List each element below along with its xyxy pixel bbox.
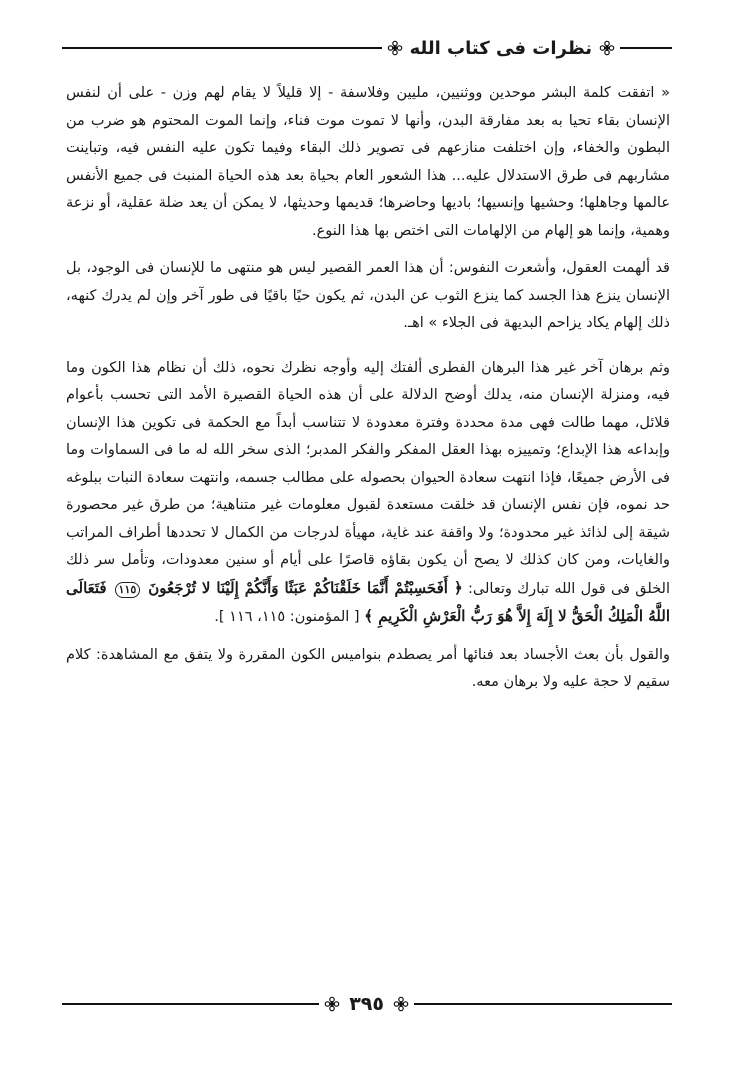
paragraph: « اتفقت كلمة البشر موحدين ووثنيين، مليين وفلاسفة - إلا قليلاً لا يقام لهم وزن - على أن لنفس الإنسان بقاء تحيا به بعد مفارقة البدن، وأنها لا تموت موت فناء، وإنما الموت المحتوم هو ضرب من البطون والخفاء، وإن اختلفت منازعهم فى تصوير ذلك البقاء وفيما تكون عليه النفس فيه، وتباينت مشاربهم فى طرق الاستدلال عليه... هذا الشعور العام بحياة بعد هذه الحياة المنبث فى جميع الأنفس عالمها وجاهلها؛ وحشيها وإنسيها؛ باديها وحاضرها؛ قديمها وحديثها، لا يمكن أن يعد ضلة عقلية، أو نزعة وهمية، وإنما هو إلهام من الإلهامات التى اختص بها هذا النوع.	[66, 85, 670, 239]
quran-verse-part: ﴿ أَفَحَسِبْتُمْ أَنَّمَا خَلَقْنَاكُمْ عَبَثًا وَأَنَّكُمْ إِلَيْنَا لا تُرْجَعُونَ	[148, 578, 463, 597]
footer-rule-right	[414, 1003, 672, 1005]
verse-number: ١١٥	[115, 582, 141, 598]
flower-ornament-icon	[387, 40, 403, 56]
flower-ornament-icon	[324, 996, 340, 1012]
header-rule-right	[620, 47, 672, 49]
page-footer	[62, 990, 672, 1018]
page-body	[66, 80, 670, 697]
flower-ornament-icon	[393, 996, 409, 1012]
paragraph: قد ألهمت العقول، وأشعرت النفوس: أن هذا العمر القصير ليس هو منتهى ما للإنسان فى الوجود، بل الإنسان ينزع هذا الجسد كما ينزع الثوب عن البدن، ثم يكون حيًا باقيًا فى طور آخر وإن لم يدرك كنهه، ذلك إلهام يكاد يزاحم البديهة فى الجلاء » اهـ.	[66, 260, 670, 331]
paragraph	[66, 355, 670, 632]
flower-ornament-icon	[599, 40, 615, 56]
page-header	[62, 34, 672, 62]
paragraph-text: وثم برهان آخر غير هذا البرهان الفطرى ألفتك إليه وأوجه نظرك نحوه، ذلك أن نظام هذا الكون وما فيه، ومنزلة الإنسان منه، يدلك أوضح الدلالة على أن هذه الحياة القصيرة الأمد التى تحسب بأعوام قلائل، مهما طالت فهى مدة محددة وفترة معدودة لا تتناسب أبداً مع الحكمة فى تكوين هذا الإنسان وإبداعه هذا الإبداع؛ وتمييزه بهذا العقل المفكر والفكر المدبر؛ الذى سخر الله له ما فى السماوات وما فى الأرض جميعًا، فإذا انتهت سعادة الحيوان بحصوله على مطالب جسمه، وانتهت سعادة النبات ببلوغه حد نموه، فإن نفس الإنسان قد خلقت مستعدة لقبول معلومات غير متناهية؛ من طرق غير محصورة شيقة إلى لذائذ غير محدودة؛ ولا واقفة عند غاية، مهيأة لدرجات من الكمال لا تحددها أطراف المراتب والغايات، ومن كان كذلك لا يصح أن يكون بقاؤه قاصرًا على أيام أو سنين معدودات، وتأمل سر ذلك الخلق فى قول الله تبارك وتعالى:	[66, 359, 670, 597]
running-title: نظرات فى كتاب الله	[409, 37, 592, 59]
paragraph: والقول بأن بعث الأجساد بعد فنائها أمر يصطدم بنواميس الكون المقررة ولا يتفق مع المشاهدة: كلام سقيم لا حجة عليه ولا برهان معه.	[66, 646, 670, 690]
quran-verse-part: فَتَعَالَى اللَّهُ الْمَلِكُ الْحَقُّ لا إِلَهَ إِلاَّ هُوَ رَبُّ الْعَرْشِ الْكَرِيمِ ﴾	[66, 578, 670, 625]
page-number: ٣٩٥	[349, 993, 384, 1015]
quran-reference: [ المؤمنون: ١١٥، ١١٦ ].	[214, 609, 360, 625]
footer-rule-left	[62, 1003, 319, 1005]
header-rule-left	[62, 47, 382, 49]
